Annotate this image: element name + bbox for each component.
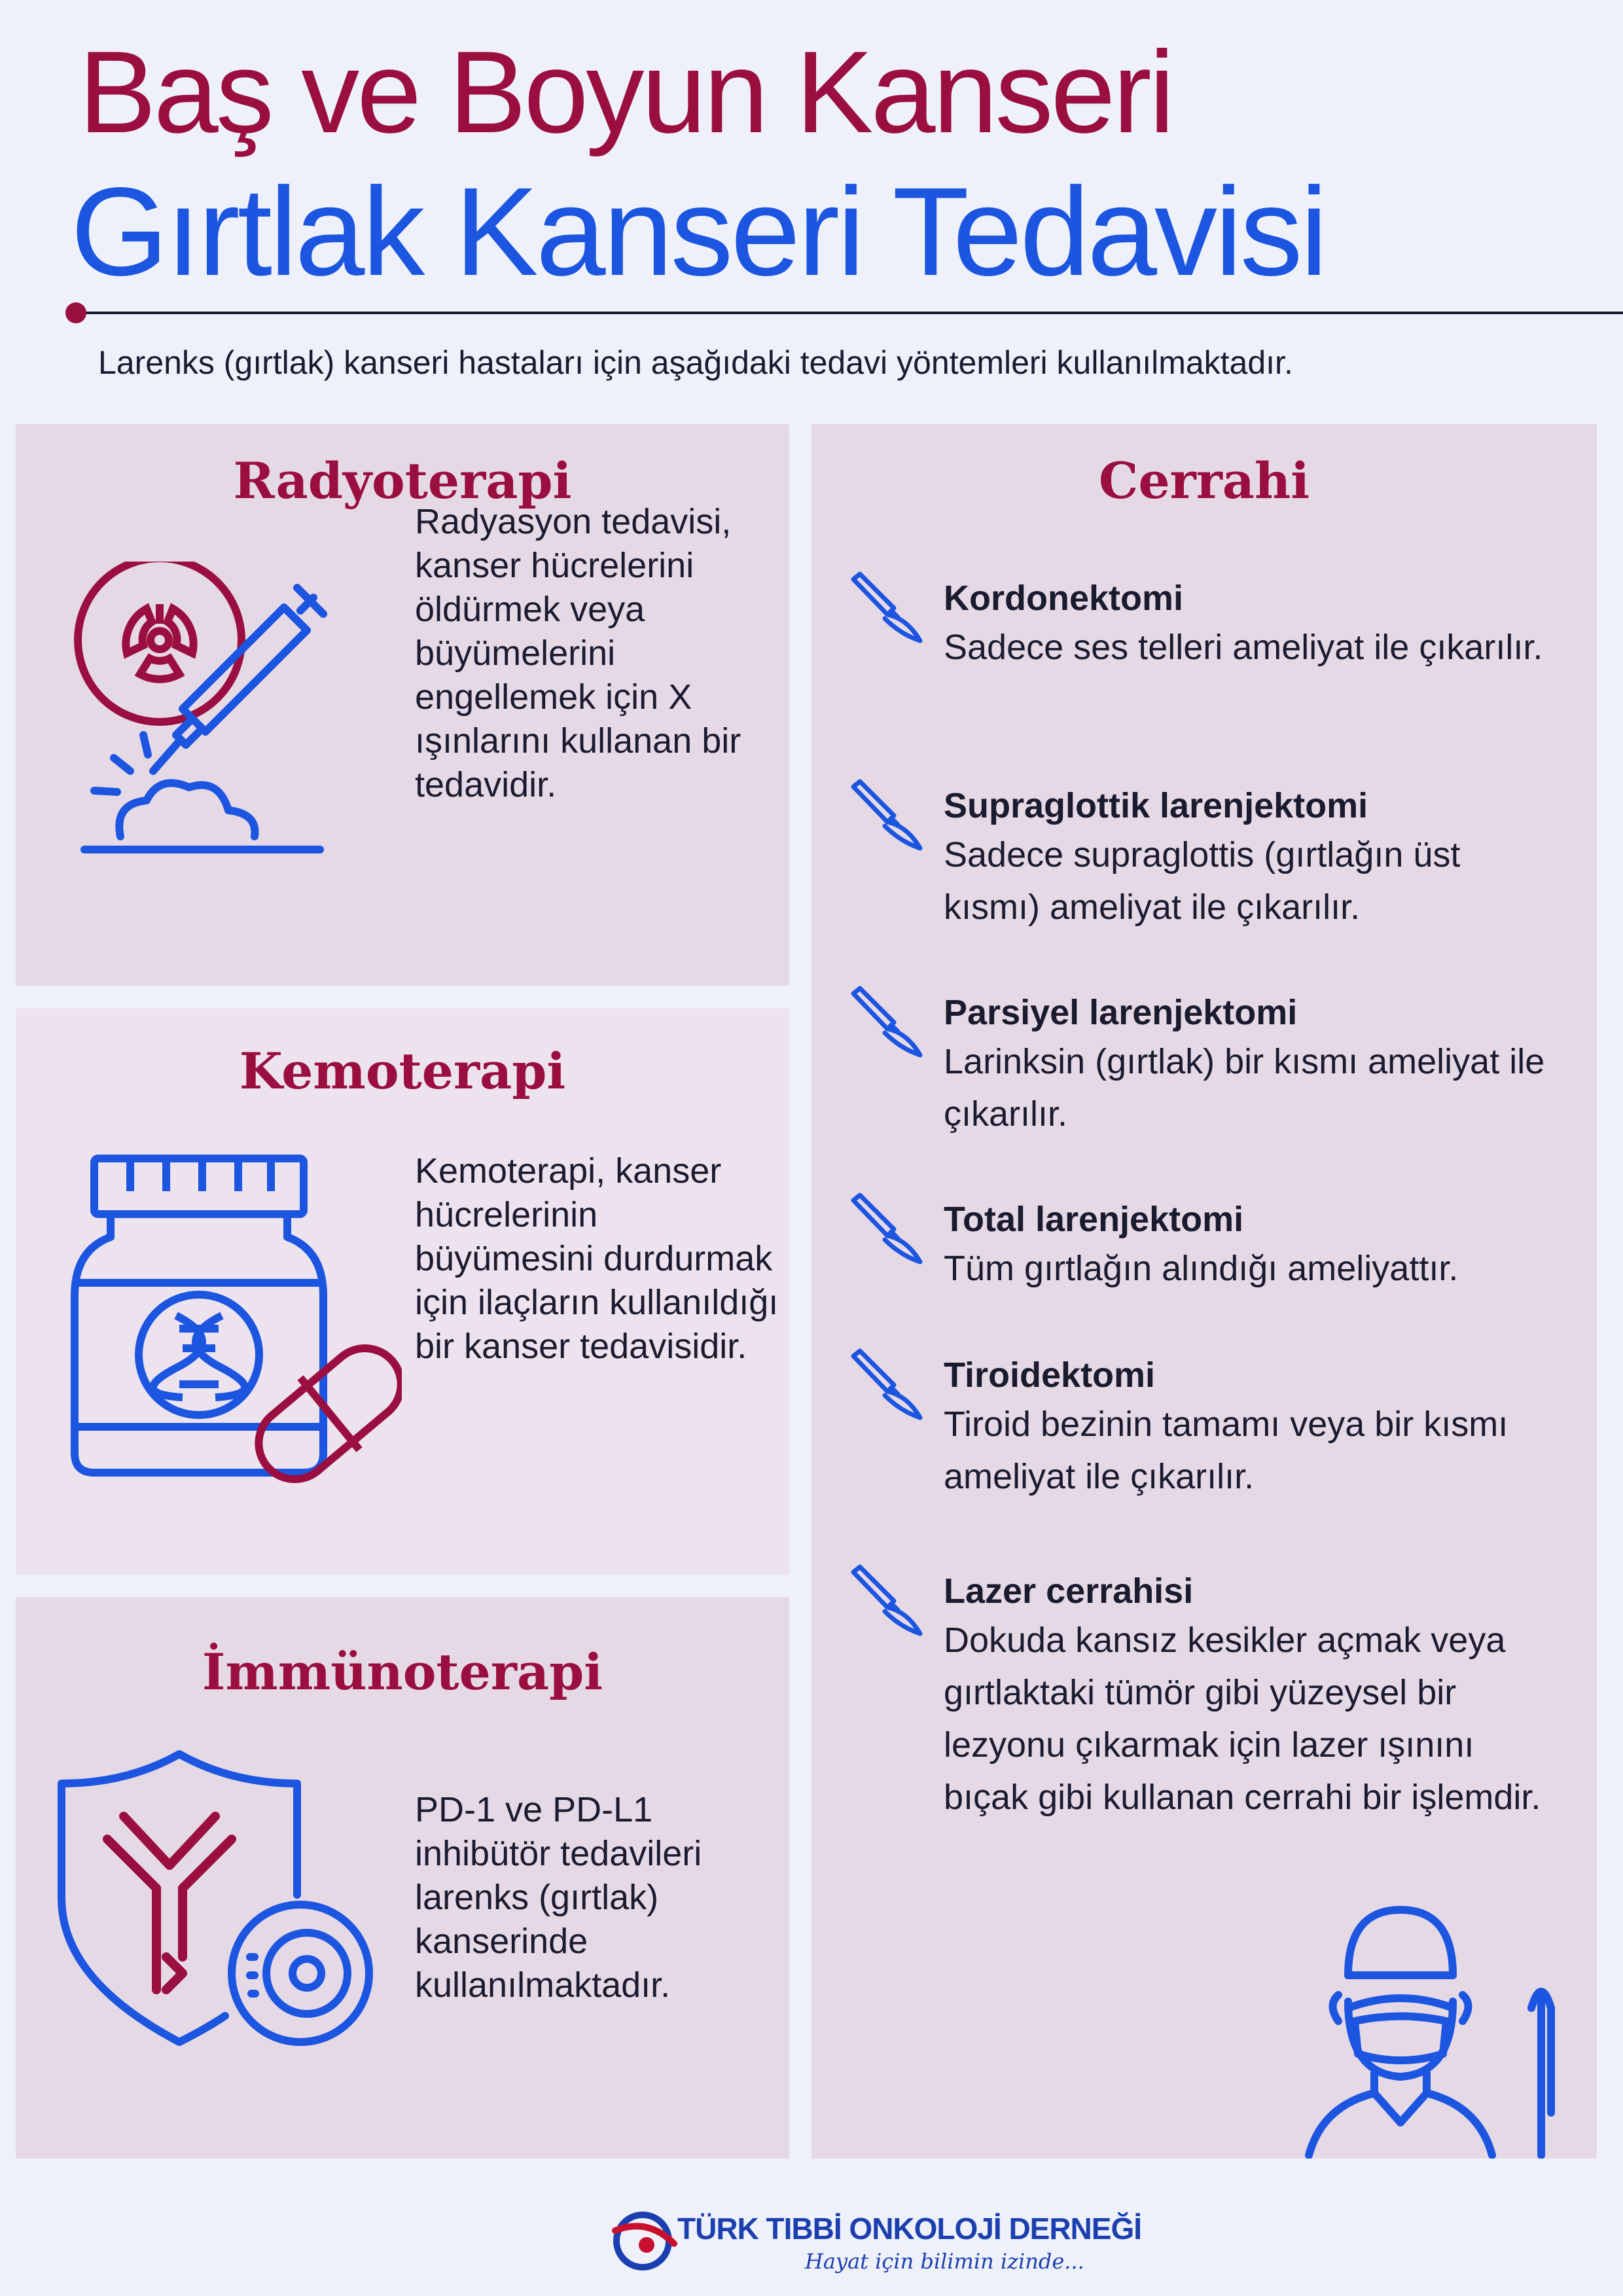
scalpel-icon <box>848 1564 927 1643</box>
immunotherapy-description: PD-1 ve PD-L1 inhibütör tedavileri larenks (gırtlak) kanserinde kullanılmaktadır. <box>415 1790 702 2005</box>
radiotherapy-title: Radyoterapi <box>233 452 572 510</box>
surgery-item-desc: Larinksin (gırtlak) bir kısmı ameliyat ile çıkarılır. <box>944 1042 1545 1134</box>
surgery-item-desc: Tüm gırtlağın alındığı ameliyattır. <box>944 1249 1459 1288</box>
surgery-title: Cerrahi <box>1098 452 1310 510</box>
radiotherapy-description: Radyasyon tedavisi, kanser hücrelerini öldürmek veya büyümelerini engellemek için X ışınlarını kullanan bir tedavidir. <box>415 502 741 804</box>
surgery-item-name: Supraglottik larenjektomi <box>944 786 1368 825</box>
radiation-syringe-icon <box>68 562 343 876</box>
surgery-item-desc: Dokuda kansız kesikler açmak veya gırtlaktaki tümör gibi yüzeysel bir lezyonu çıkarmak için lazer ışınını bıçak gibi kullanan cerrahi bir işlemdir. <box>944 1621 1541 1817</box>
surgery-item-name: Parsiyel larenjektomi <box>944 993 1298 1032</box>
surgery-item-desc: Tiroid bezinin tamamı veya bir kısmı ameliyat ile çıkarılır. <box>944 1405 1508 1496</box>
surgery-item-name: Lazer cerrahisi <box>944 1571 1194 1611</box>
surgery-item-name: Total larenjektomi <box>944 1200 1244 1239</box>
surgery-item-desc: Sadece ses telleri ameliyat ile çıkarılır. <box>944 628 1543 667</box>
header-divider <box>79 312 1623 314</box>
immunotherapy-title: İmmünoterapi <box>202 1643 603 1701</box>
immunotherapy-panel <box>16 1597 789 2159</box>
scalpel-icon <box>848 571 927 650</box>
surgeon-icon <box>1283 1897 1584 2159</box>
surgery-item-name: Kordonektomi <box>944 579 1184 618</box>
scalpel-icon <box>848 1193 927 1271</box>
scalpel-icon <box>848 986 927 1064</box>
chemotherapy-description: Kemoterapi, kanser hücrelerinin büyümesini durdurmak için ilaçların kullanıldığı bir kanser tedavisidir. <box>415 1151 779 1366</box>
surgery-item-name: Tiroidektomi <box>944 1355 1156 1395</box>
header-divider-dot <box>65 302 86 323</box>
page-subtitle: Gırtlak Kanseri Tedavisi <box>71 161 1326 302</box>
page-title: Baş ve Boyun Kanseri <box>79 27 1173 157</box>
medicine-bottle-pill-icon <box>62 1152 402 1492</box>
chemotherapy-panel <box>16 1008 789 1575</box>
intro-text: Larenks (gırtlak) kanseri hastaları için aşağıdaki tedavi yöntemleri kullanılmaktadır. <box>98 344 1293 381</box>
chemotherapy-title: Kemoterapi <box>239 1042 566 1100</box>
scalpel-icon <box>848 1348 927 1427</box>
radiotherapy-panel <box>16 424 789 986</box>
scalpel-icon <box>848 779 927 857</box>
antibody-shield-icon <box>55 1748 382 2049</box>
organization-tagline: Hayat için bilimin izinde... <box>805 2249 1084 2274</box>
surgery-panel <box>812 424 1597 2159</box>
organization-name: TÜRK TIBBİ ONKOLOJİ DERNEĞİ <box>677 2212 1142 2246</box>
surgery-item-desc: Sadece supraglottis (gırtlağın üst kısmı) ameliyat ile çıkarılır. <box>944 835 1461 927</box>
